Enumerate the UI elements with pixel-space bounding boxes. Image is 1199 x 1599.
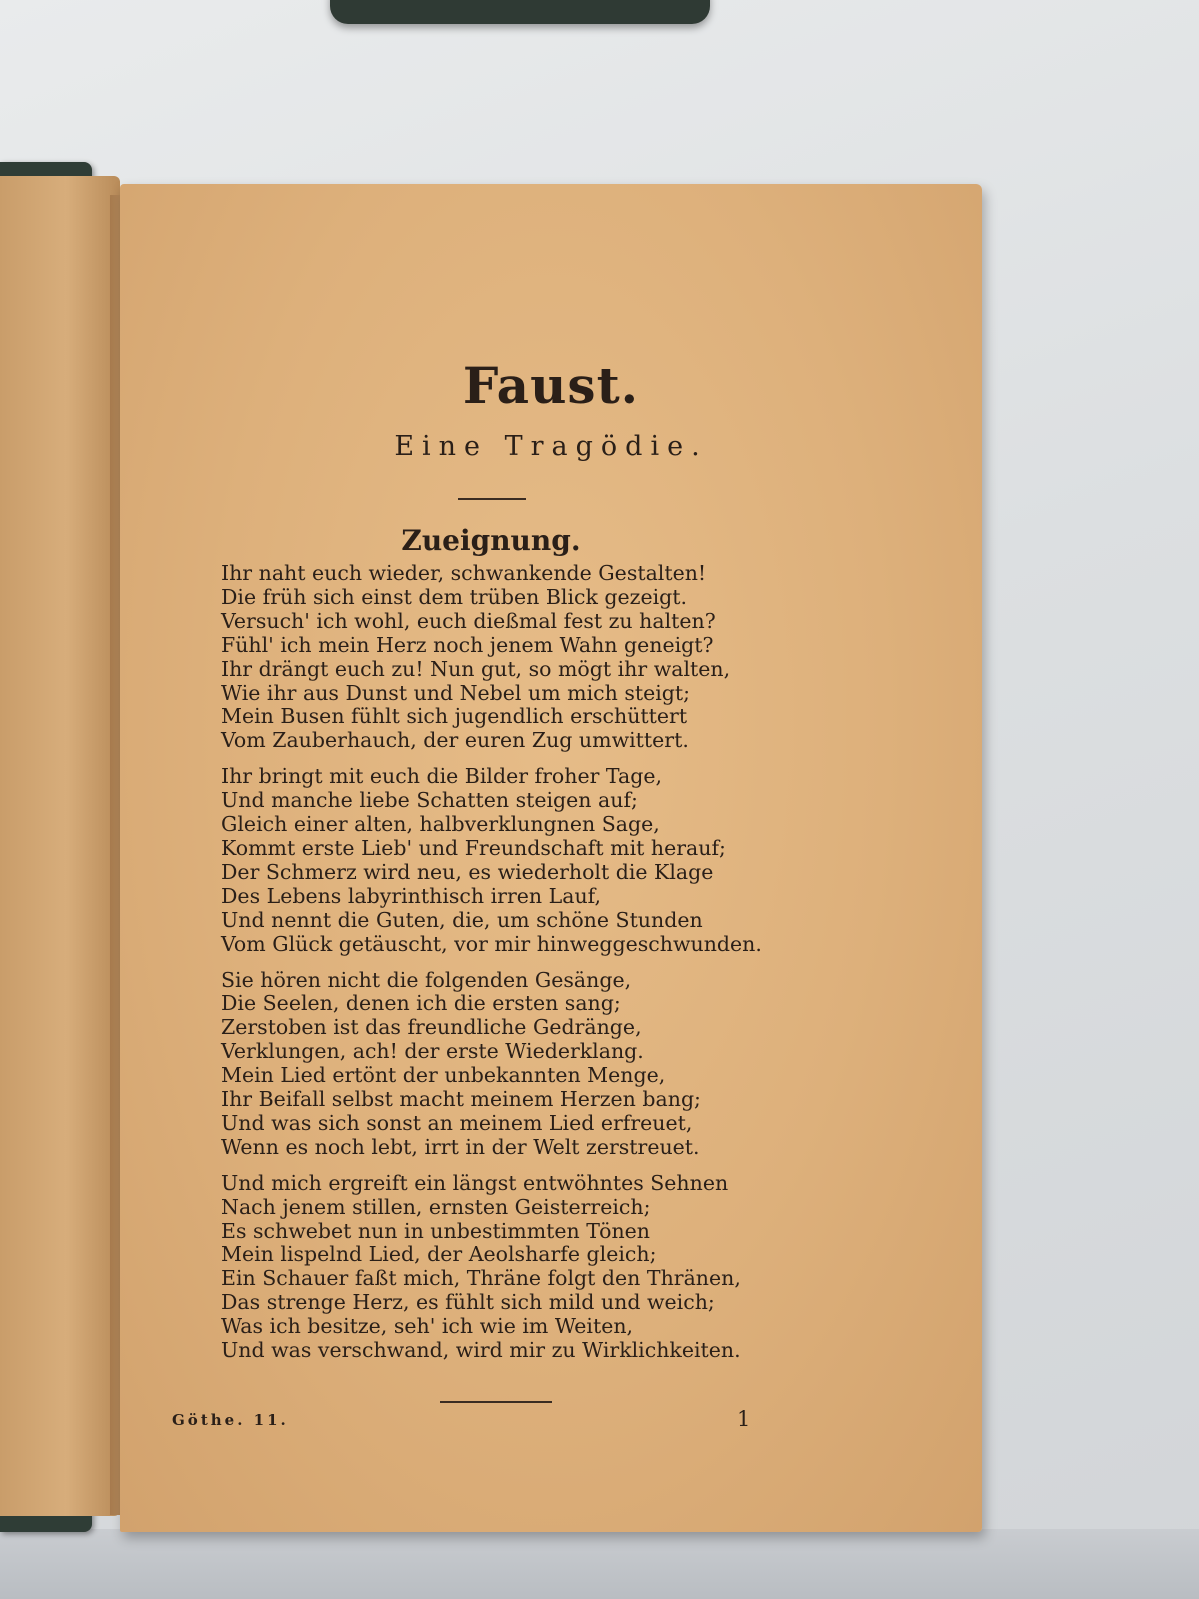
verse-line: Sie hören nicht die folgenden Gesänge, [221, 967, 632, 992]
verse-line: Kommt erste Lieb' und Freundschaft mit herauf; [221, 835, 726, 860]
verse-line: Fühl' ich mein Herz noch jenem Wahn geneigt? [221, 632, 714, 657]
verse-line: Ein Schauer faßt mich, Thräne folgt den Thränen, [221, 1266, 741, 1291]
section-heading: Zueignung. [401, 524, 581, 557]
verse-line: Die früh sich einst dem trüben Blick gezeigt. [221, 584, 688, 609]
verse-line: Es schwebet nun in unbestimmten Tönen [221, 1218, 650, 1243]
verse-line: Und was verschwand, wird mir zu Wirklichkeiten. [221, 1338, 741, 1363]
stanza-2 [221, 765, 871, 956]
stanza-1 [221, 562, 871, 753]
verse-line: Und nennt die Guten, die, um schöne Stunden [221, 907, 703, 932]
verse-line: Ihr naht euch wieder, schwankende Gestalten! [221, 561, 707, 585]
verse-line: Vom Glück getäuscht, vor mir hinweggeschwunden. [221, 931, 762, 956]
verse-line: Zerstoben ist das freundliche Gedränge, [221, 1015, 642, 1040]
verse-line: Das strenge Herz, es fühlt sich mild und weich; [221, 1290, 715, 1315]
left-page-edge [0, 176, 120, 1516]
verse-line: Mein Lied ertönt der unbekannten Menge, [221, 1063, 666, 1088]
verse-line: Der Schmerz wird neu, es wiederholt die Klage [221, 859, 714, 884]
divider-rule-top [458, 498, 526, 500]
verse-line: Was ich besitze, seh' ich wie im Weiten, [221, 1314, 634, 1339]
stanza-3 [221, 969, 871, 1160]
stanza-4 [221, 1172, 871, 1363]
page-number: 1 [737, 1407, 751, 1431]
verse-line: Ihr drängt euch zu! Nun gut, so mögt ihr walten, [221, 656, 731, 681]
verse-line: Des Lebens labyrinthisch irren Lauf, [221, 883, 602, 908]
verse-line: Vom Zauberhauch, der euren Zug umwittert. [221, 728, 689, 753]
verse-line: Mein Busen fühlt sich jugendlich erschüttert [221, 704, 688, 729]
verse-line: Die Seelen, denen ich die ersten sang; [221, 991, 621, 1016]
verse-line: Und mich ergreift ein längst entwöhntes Sehnen [221, 1170, 729, 1195]
verse-line: Nach jenem stillen, ernsten Geisterreich; [221, 1194, 651, 1219]
verse-line: Gleich einer alten, halbverklungnen Sage, [221, 812, 660, 837]
page-subtitle: Eine Tragödie. [394, 431, 708, 462]
table-surface-bottom [0, 1529, 1199, 1599]
verse-line: Versuch' ich wohl, euch dießmal fest zu halten? [221, 608, 716, 633]
dark-object-top [330, 0, 710, 24]
verse-line: Wenn es noch lebt, irrt in der Welt zerstreuet. [221, 1134, 700, 1159]
verse-line: Und manche liebe Schatten steigen auf; [221, 788, 638, 813]
verse-line: Verklungen, ach! der erste Wiederklang. [221, 1039, 644, 1064]
verse-line: Wie ihr aus Dunst und Nebel um mich steigt; [221, 680, 691, 705]
verse-line: Mein lispelnd Lied, der Aeolsharfe gleich; [221, 1242, 657, 1267]
footer-signature: Göthe. 11. [172, 1411, 289, 1429]
verse-line: Ihr bringt mit euch die Bilder froher Tage, [221, 764, 662, 789]
divider-rule-bottom [440, 1401, 552, 1403]
book-page [120, 184, 982, 1532]
verse-line: Und was sich sonst an meinem Lied erfreuet, [221, 1110, 693, 1135]
verse-line: Ihr Beifall selbst macht meinem Herzen bang; [221, 1087, 701, 1112]
page-title: Faust. [462, 356, 640, 415]
poem-body [221, 562, 871, 1375]
